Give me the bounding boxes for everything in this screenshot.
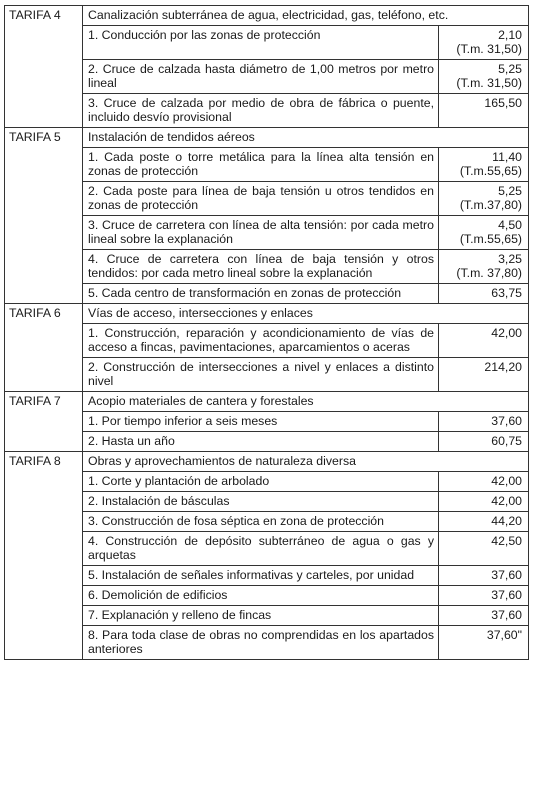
tariff-group-title: Vías de acceso, intersecciones y enlaces — [83, 304, 529, 324]
tariff-code: TARIFA 5 — [5, 128, 83, 304]
item-description: 2. Hasta un año — [83, 432, 439, 452]
item-price: 42,50 — [491, 534, 523, 548]
item-description: 5. Instalación de señales informativas y carteles, por unidad — [83, 566, 439, 586]
item-price-cell — [439, 182, 529, 216]
table-row — [5, 324, 529, 358]
table-row — [5, 492, 529, 512]
table-row — [5, 250, 529, 284]
item-description: 1. Por tiempo inferior a seis meses — [83, 412, 439, 432]
item-price-cell — [439, 358, 529, 392]
table-row — [5, 284, 529, 304]
table-row — [5, 432, 529, 452]
item-price: 4,50 — [498, 218, 523, 232]
item-price: 5,25 — [498, 184, 523, 198]
item-price-cell — [439, 512, 529, 532]
tariff-group-header-row — [5, 304, 529, 324]
table-row — [5, 60, 529, 94]
item-price-note: (T.m.55,65) — [459, 232, 523, 246]
item-price-cell — [439, 432, 529, 452]
tariff-group-title: Acopio materiales de cantera y forestales — [83, 392, 529, 412]
item-price: 42,00 — [491, 474, 523, 488]
item-price-cell — [439, 148, 529, 182]
item-description: 1. Cada poste o torre metálica para la línea alta tensión en zonas de protección — [83, 148, 439, 182]
item-description: 4. Cruce de carretera con línea de baja tensión y otros tendidos: por cada metro lineal sobre la explanación — [83, 250, 439, 284]
tariff-code: TARIFA 7 — [5, 392, 83, 452]
table-row — [5, 586, 529, 606]
item-price-cell — [439, 566, 529, 586]
item-description: 1. Construcción, reparación y acondicionamiento de vías de acceso a fincas, pavimentaciones, aparcamientos o aceras — [83, 324, 439, 358]
item-price: 11,40 — [492, 150, 523, 164]
item-price-cell — [439, 626, 529, 660]
tariff-document — [4, 5, 528, 660]
item-description: 8. Para toda clase de obras no comprendidas en los apartados anteriores — [83, 626, 439, 660]
tariff-group-title: Obras y aprovechamientos de naturaleza diversa — [83, 452, 529, 472]
item-price: 42,00 — [491, 494, 523, 508]
item-price: 42,00 — [491, 326, 523, 340]
item-description: 1. Conducción por las zonas de protección — [83, 26, 439, 60]
item-price: 3,25 — [498, 252, 523, 266]
tariff-group-header-row — [5, 6, 529, 26]
tariff-group-header-row — [5, 128, 529, 148]
table-row — [5, 606, 529, 626]
tariff-table-body — [5, 6, 529, 660]
table-row — [5, 358, 529, 392]
item-price-cell — [439, 284, 529, 304]
table-row — [5, 148, 529, 182]
item-price: 2,10 — [498, 28, 523, 42]
item-price-note: (T.m. 31,50) — [456, 42, 523, 56]
item-price-cell — [439, 412, 529, 432]
table-row — [5, 182, 529, 216]
item-price: 37,60 — [491, 414, 523, 428]
tariff-group-header-row — [5, 392, 529, 412]
item-price-cell — [439, 324, 529, 358]
item-price-note: (T.m.55,65) — [459, 164, 523, 178]
item-price: 60,75 — [491, 434, 523, 448]
item-description: 2. Instalación de básculas — [83, 492, 439, 512]
item-description: 3. Cruce de calzada por medio de obra de fábrica o puente, incluido desvío provisional — [83, 94, 439, 128]
table-row — [5, 26, 529, 60]
tariff-code: TARIFA 4 — [5, 6, 83, 128]
item-price: 63,75 — [491, 286, 523, 300]
table-row — [5, 94, 529, 128]
tariff-code: TARIFA 8 — [5, 452, 83, 660]
tariff-group-title: Canalización subterránea de agua, electricidad, gas, teléfono, etc. — [83, 6, 529, 26]
item-description: 1. Corte y plantación de arbolado — [83, 472, 439, 492]
item-price-cell — [439, 472, 529, 492]
item-description: 5. Cada centro de transformación en zonas de protección — [83, 284, 439, 304]
item-description: 7. Explanación y relleno de fincas — [83, 606, 439, 626]
tariff-code: TARIFA 6 — [5, 304, 83, 392]
item-price: 37,60" — [486, 628, 523, 642]
item-description: 4. Construcción de depósito subterráneo de agua o gas y arquetas — [83, 532, 439, 566]
item-description: 2. Construcción de intersecciones a nivel y enlaces a distinto nivel — [83, 358, 439, 392]
item-price: 44,20 — [491, 514, 523, 528]
table-row — [5, 626, 529, 660]
table-row — [5, 532, 529, 566]
item-price-note: (T.m.37,80) — [459, 198, 523, 212]
tariff-group-header-row — [5, 452, 529, 472]
table-row — [5, 472, 529, 492]
item-price-cell — [439, 606, 529, 626]
item-description: 2. Cada poste para línea de baja tensión u otros tendidos en zonas de protección — [83, 182, 439, 216]
item-price-cell — [439, 94, 529, 128]
item-description: 6. Demolición de edificios — [83, 586, 439, 606]
item-price-cell — [439, 492, 529, 512]
item-price-cell — [439, 532, 529, 566]
item-description: 3. Cruce de carretera con línea de alta tensión: por cada metro lineal sobre la explanación — [83, 216, 439, 250]
item-price-cell — [439, 250, 529, 284]
item-price-note: (T.m. 37,80) — [456, 266, 523, 280]
table-row — [5, 412, 529, 432]
item-price: 37,60 — [491, 608, 523, 622]
tariff-table — [4, 5, 529, 660]
tariff-group-title: Instalación de tendidos aéreos — [83, 128, 529, 148]
item-price-cell — [439, 60, 529, 94]
item-price: 214,20 — [484, 360, 523, 374]
item-description: 3. Construcción de fosa séptica en zona de protección — [83, 512, 439, 532]
item-price-cell — [439, 586, 529, 606]
item-price-note: (T.m. 31,50) — [456, 76, 523, 90]
item-price: 37,60 — [491, 588, 523, 602]
item-price: 165,50 — [484, 96, 523, 110]
table-row — [5, 566, 529, 586]
item-price: 5,25 — [498, 62, 523, 76]
item-description: 2. Cruce de calzada hasta diámetro de 1,00 metros por metro lineal — [83, 60, 439, 94]
item-price-cell — [439, 26, 529, 60]
item-price: 37,60 — [491, 568, 523, 582]
table-row — [5, 512, 529, 532]
table-row — [5, 216, 529, 250]
item-price-cell — [439, 216, 529, 250]
